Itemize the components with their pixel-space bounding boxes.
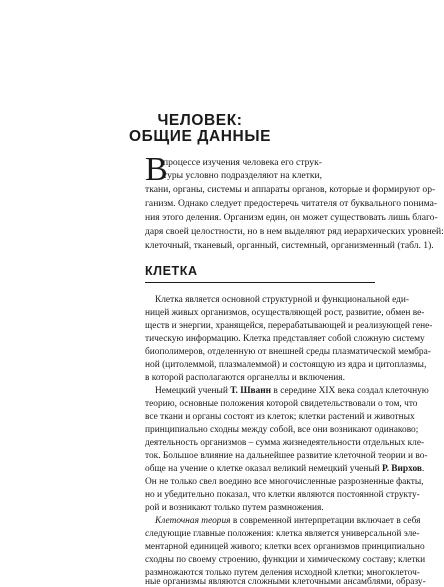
body-line: ные организмы являются сложными клеточными ансамблями, образу- — [145, 577, 426, 587]
term-cell-theory: Клеточная теория — [155, 516, 231, 526]
body-line: рой и возникают только путем размножения. — [145, 503, 324, 513]
intro-line: туры условно подразделяют на клетки, — [163, 170, 323, 181]
body-line: тическую информацию. Клетка представляет собой сложную систему — [145, 334, 425, 344]
body-line — [145, 463, 425, 475]
text-run: в середине XIX века создал клеточную — [271, 386, 429, 396]
body-line: ментарной единицей живого; клетки всех организмов принципиально — [145, 542, 425, 552]
intro-line: ганизм. Однако следует предостеречь читателя от буквального понима- — [145, 198, 438, 209]
body-line: все ткани и органы состоят из клеток; клетки растений и животных — [145, 412, 415, 422]
body-line: Он не только свел воедино все многочисленные разрозненные факты, — [145, 477, 424, 487]
intro-line: процессе изучения человека его струк- — [163, 157, 322, 168]
body-line: следующие главные положения: клетка является универсальной эле- — [145, 529, 420, 539]
body-line: принципиально сходны между собой, все они возникают одинаково; — [145, 425, 419, 435]
body-line: в которой располагаются органеллы и включения. — [145, 373, 345, 383]
body-line: ной (цитолеммой, плазмалеммой) и состоящую из ядра и цитоплазмы, — [145, 360, 427, 370]
chapter-title-line1: ЧЕЛОВЕК: — [157, 112, 243, 129]
scientist-name-virchow: Р. Вирхов — [382, 464, 422, 474]
body-line: теорию, основные положения которой свидетельствовали о том, что — [145, 399, 418, 409]
intro-line: ния этого деления. Организм един, он может существовать лишь благо- — [145, 212, 438, 223]
text-run: . — [421, 464, 425, 474]
intro-line: клеточный, тканевый, органный, системный, организменный (табл. 1). — [145, 240, 434, 251]
body-line: Клетка является основной структурной и функциональной еди- — [155, 295, 410, 305]
intro-line: даря своей целостности, но в нем выделяют ряд иерархических уровней: — [145, 226, 444, 237]
body-line — [155, 385, 429, 397]
text-run: обще на учение о клетке оказал великий немецкий ученый — [145, 464, 383, 474]
body-line: ницей живых организмов, осуществляющей рост, развитие, обмен ве- — [145, 308, 425, 318]
body-line — [155, 515, 421, 527]
chapter-title-line2: ОБЩИЕ ДАННЫЕ — [128, 128, 272, 145]
text-run: в современной интерпретации включает в себя — [230, 516, 421, 526]
drop-cap: В — [145, 151, 168, 188]
body-line: но и убедительно показал, что клетки являются постоянной структу- — [145, 490, 420, 500]
section-heading: КЛЕТКА — [145, 264, 198, 278]
body-line: сходны по своему строению, функции и химическому составу; клетки — [145, 555, 426, 565]
scientist-name-schwann: Т. Шванн — [230, 386, 272, 396]
section-rule — [145, 282, 375, 283]
intro-line: ткани, органы, системы и аппараты органов, которые и формируют ор- — [145, 184, 436, 195]
body-line: деятельность организмов – сумма жизнедеятельности отдельных кле- — [145, 438, 425, 448]
body-line: биополимеров, отделенную от внешней среды плазматической мембра- — [145, 347, 431, 357]
text-run: Немецкий ученый — [155, 386, 231, 396]
body-line: ток. Большое влияние на дальнейшее развитие клеточной теории и во- — [145, 451, 428, 461]
body-line: размножаются только путем деления исходной клетки; многоклеточ- — [145, 568, 420, 578]
body-line: ществ и энергии, хранящейся, перерабатывающей и реализующей гене- — [145, 321, 433, 331]
